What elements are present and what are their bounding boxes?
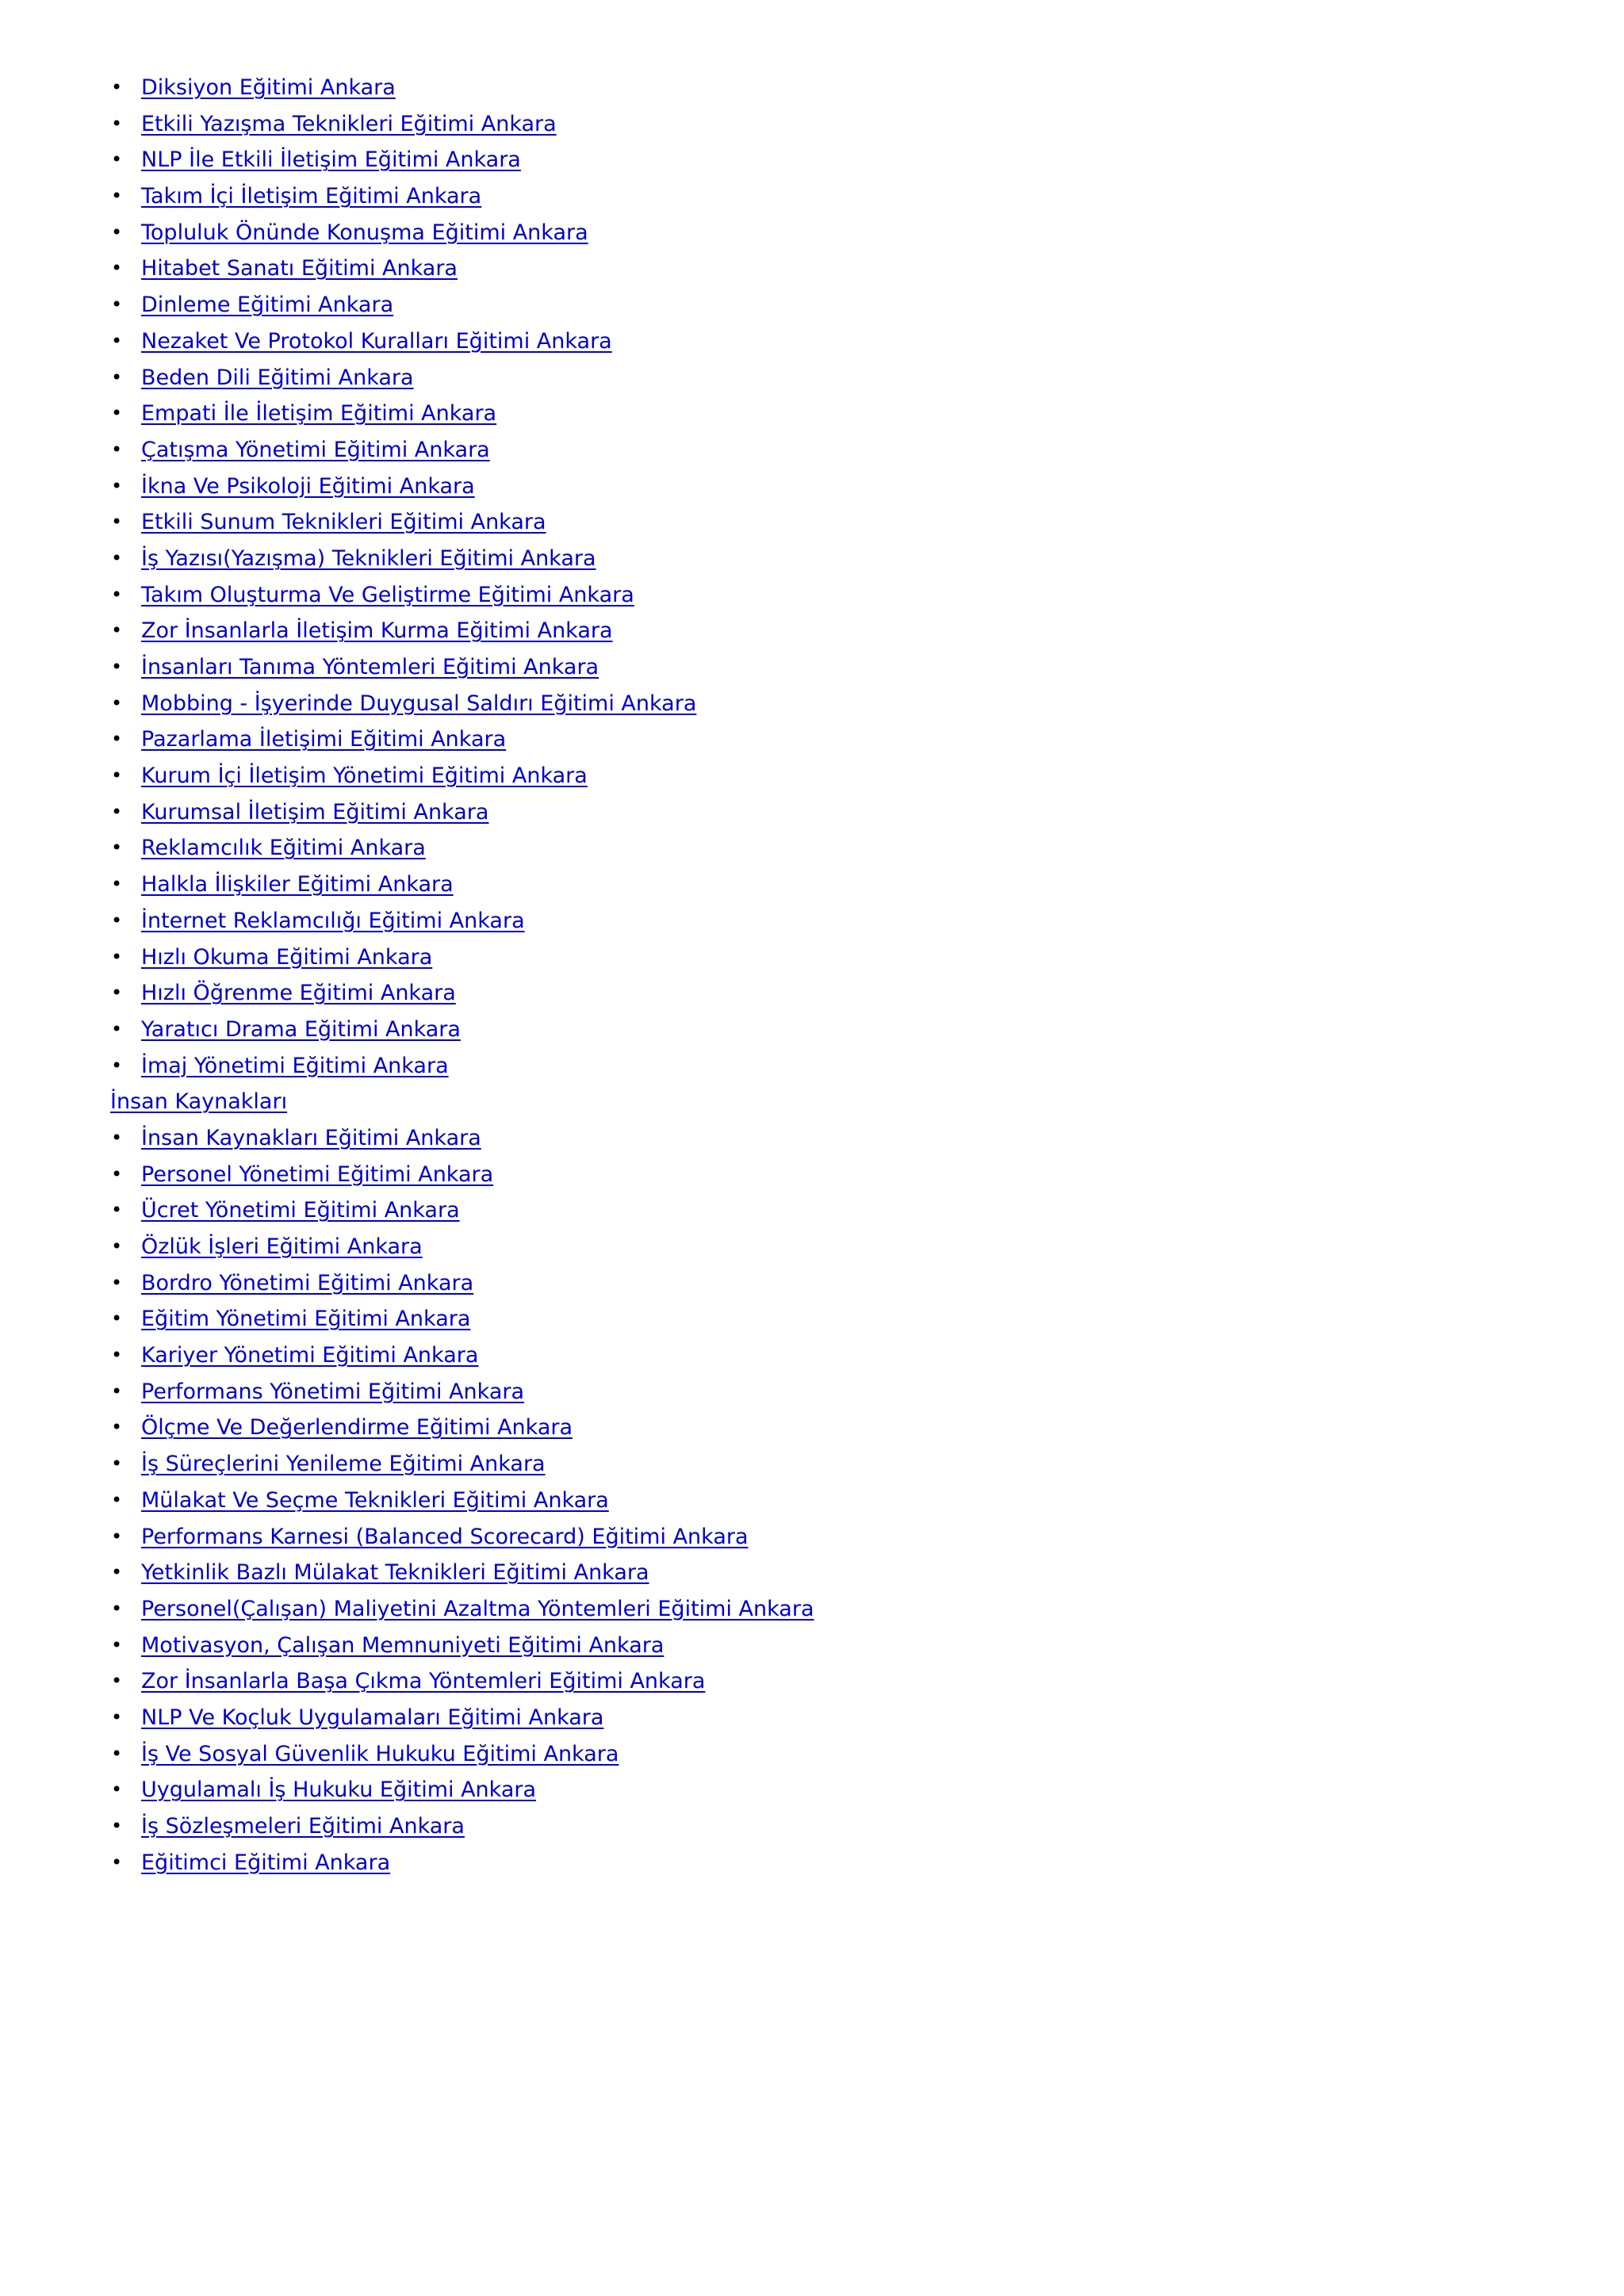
training-link[interactable]: Çatışma Yönetimi Eğitimi Ankara	[141, 437, 490, 462]
training-link[interactable]: Bordro Yönetimi Eğitimi Ankara	[141, 1270, 474, 1295]
bullet-icon: •	[111, 1307, 123, 1330]
training-link[interactable]: Ücret Yönetimi Eğitimi Ankara	[141, 1198, 460, 1223]
training-link[interactable]: İnternet Reklamcılığı Eğitimi Ankara	[141, 908, 525, 933]
bullet-icon: •	[111, 1452, 123, 1475]
list-item	[110, 1736, 1538, 1773]
training-link[interactable]: Eğitim Yönetimi Eğitimi Ankara	[141, 1307, 471, 1332]
list-item	[110, 1157, 1538, 1193]
bullet-icon: •	[111, 1670, 123, 1693]
training-link[interactable]: İnsan Kaynakları Eğitimi Ankara	[141, 1125, 481, 1150]
training-link[interactable]: Personel Yönetimi Eğitimi Ankara	[141, 1161, 494, 1187]
bullet-icon: •	[111, 402, 123, 425]
bullet-icon: •	[111, 1162, 123, 1185]
training-link[interactable]: İnsanları Tanıma Yöntemleri Eğitimi Ankara	[141, 655, 599, 679]
bullet-icon: •	[111, 1416, 123, 1439]
training-link[interactable]: Empati İle İletişim Eğitimi Ankara	[141, 401, 497, 427]
training-link[interactable]: NLP İle Etkili İletişim Eğitimi Ankara	[141, 147, 521, 173]
list-item	[110, 178, 1538, 215]
list-item	[110, 613, 1538, 649]
list-item	[110, 649, 1538, 686]
list-item	[110, 1845, 1538, 1881]
training-link[interactable]: Reklamcılık Eğitimi Ankara	[141, 836, 426, 861]
bullet-icon: •	[111, 329, 123, 352]
list-item	[110, 106, 1538, 143]
bullet-icon: •	[111, 1126, 123, 1149]
training-link[interactable]: Performans Karnesi (Balanced Scorecard) Eğitimi Ankara	[141, 1524, 749, 1549]
list-item	[110, 251, 1538, 287]
training-link[interactable]: NLP Ve Koçluk Uygulamaları Eğitimi Ankara	[141, 1705, 604, 1730]
training-link[interactable]: Zor İnsanlarla İletişim Kurma Eğitimi Ankara	[141, 618, 613, 644]
training-link[interactable]: Mülakat Ve Seçme Teknikleri Eğitimi Ankara	[141, 1487, 609, 1513]
list-item	[110, 794, 1538, 831]
training-link[interactable]: Hitabet Sanatı Eğitimi Ankara	[141, 256, 458, 281]
training-link[interactable]: Kurumsal İletişim Eğitimi Ankara	[141, 799, 489, 825]
bullet-icon: •	[111, 1017, 123, 1040]
list-item	[110, 1772, 1538, 1808]
list-item	[110, 1700, 1538, 1736]
list-item	[110, 541, 1538, 577]
list-item	[110, 1555, 1538, 1591]
training-link[interactable]: Yetkinlik Bazlı Mülakat Teknikleri Eğitimi Ankara	[141, 1560, 649, 1586]
list-item	[110, 1229, 1538, 1265]
list-item	[110, 215, 1538, 251]
list-item	[110, 432, 1538, 469]
bullet-icon: •	[111, 691, 123, 714]
bullet-icon: •	[111, 1633, 123, 1656]
list-item	[110, 1192, 1538, 1229]
bullet-icon: •	[111, 1235, 123, 1257]
list-item	[110, 287, 1538, 323]
training-link[interactable]: İmaj Yönetimi Eğitimi Ankara	[141, 1053, 449, 1078]
bullet-icon: •	[111, 800, 123, 823]
list-item	[110, 758, 1538, 794]
bullet-icon: •	[111, 293, 123, 316]
list-item	[110, 1483, 1538, 1519]
list-item	[110, 1265, 1538, 1302]
communication-training-list	[110, 70, 1538, 1084]
list-item	[110, 1301, 1538, 1337]
bullet-icon: •	[111, 76, 123, 98]
list-item	[110, 469, 1538, 505]
bullet-icon: •	[111, 945, 123, 968]
list-item	[110, 975, 1538, 1012]
training-link[interactable]: Zor İnsanlarla Başa Çıkma Yöntemleri Eğitimi Ankara	[141, 1669, 706, 1694]
training-link[interactable]: İş Yazısı(Yazışma) Teknikleri Eğitimi Ankara	[141, 545, 596, 571]
bullet-icon: •	[111, 1344, 123, 1367]
list-item	[110, 1410, 1538, 1446]
bullet-icon: •	[111, 1271, 123, 1294]
training-link[interactable]: Halkla İlişkiler Eğitimi Ankara	[141, 872, 454, 897]
bullet-icon: •	[111, 1199, 123, 1222]
hr-section-link[interactable]: İnsan Kaynakları	[110, 1089, 288, 1115]
training-link[interactable]: Mobbing - İşyerinde Duygusal Saldırı Eğitimi Ankara	[141, 691, 697, 716]
bullet-icon: •	[111, 185, 123, 208]
bullet-icon: •	[111, 546, 123, 569]
list-item	[110, 721, 1538, 758]
training-link[interactable]: İkna Ve Psikoloji Eğitimi Ankara	[141, 473, 475, 499]
bullet-icon: •	[111, 1742, 123, 1765]
bullet-icon: •	[111, 1525, 123, 1548]
list-item	[110, 396, 1538, 432]
bullet-icon: •	[111, 474, 123, 497]
bullet-icon: •	[111, 112, 123, 135]
training-link[interactable]: Nezaket Ve Protokol Kuralları Eğitimi Ankara	[141, 328, 612, 354]
training-link[interactable]: Kurum İçi İletişim Yönetimi Eğitimi Ankara	[141, 763, 588, 789]
bullet-icon: •	[111, 836, 123, 859]
bullet-icon: •	[111, 728, 123, 751]
training-link[interactable]: Ölçme Ve Değerlendirme Eğitimi Ankara	[141, 1415, 573, 1441]
section-heading-hr	[110, 1084, 1538, 1120]
list-item	[110, 1374, 1538, 1410]
list-item	[110, 70, 1538, 106]
bullet-icon: •	[111, 1380, 123, 1402]
bullet-icon: •	[111, 220, 123, 243]
training-link[interactable]: Takım İçi İletişim Eğitimi Ankara	[141, 184, 482, 209]
training-link[interactable]: Personel(Çalışan) Maliyetini Azaltma Yöntemleri Eğitimi Ankara	[141, 1596, 814, 1621]
list-item	[110, 1519, 1538, 1556]
bullet-icon: •	[111, 365, 123, 388]
list-item	[110, 1446, 1538, 1483]
training-link[interactable]: Etkili Yazışma Teknikleri Eğitimi Ankara	[141, 111, 557, 136]
bullet-icon: •	[111, 982, 123, 1004]
training-link[interactable]: Dinleme Eğitimi Ankara	[141, 293, 394, 318]
bullet-icon: •	[111, 1815, 123, 1837]
bullet-icon: •	[111, 764, 123, 787]
training-link[interactable]: Performans Yönetimi Eğitimi Ankara	[141, 1379, 525, 1404]
bullet-icon: •	[111, 1850, 123, 1873]
bullet-icon: •	[111, 583, 123, 606]
training-link[interactable]: İş Süreçlerini Yenileme Eğitimi Ankara	[141, 1452, 546, 1477]
bullet-icon: •	[111, 909, 123, 932]
training-link[interactable]: Takım Oluşturma Ve Geliştirme Eğitimi Ankara	[141, 582, 634, 607]
training-link[interactable]: İş Ve Sosyal Güvenlik Hukuku Eğitimi Ankara	[141, 1741, 619, 1766]
list-item	[110, 1591, 1538, 1628]
list-item	[110, 903, 1538, 939]
training-link[interactable]: Etkili Sunum Teknikleri Eğitimi Ankara	[141, 510, 546, 535]
list-item	[110, 360, 1538, 396]
training-link[interactable]: Topluluk Önünde Konuşma Eğitimi Ankara	[141, 220, 588, 245]
training-link[interactable]: Hızlı Okuma Eğitimi Ankara	[141, 944, 433, 970]
hr-training-list	[110, 1120, 1538, 1881]
training-link[interactable]: İş Sözleşmeleri Eğitimi Ankara	[141, 1814, 465, 1839]
bullet-icon: •	[111, 1597, 123, 1620]
list-item	[110, 504, 1538, 541]
list-item	[110, 1663, 1538, 1700]
bullet-icon: •	[111, 1488, 123, 1511]
training-link[interactable]: Diksiyon Eğitimi Ankara	[141, 75, 396, 100]
training-link[interactable]: Yaratıcı Drama Eğitimi Ankara	[141, 1016, 461, 1042]
training-link[interactable]: Özlük İşleri Eğitimi Ankara	[141, 1234, 423, 1259]
list-item	[110, 1012, 1538, 1048]
training-link[interactable]: Kariyer Yönetimi Eğitimi Ankara	[141, 1343, 479, 1368]
training-link[interactable]: Hızlı Öğrenme Eğitimi Ankara	[141, 981, 456, 1006]
bullet-icon: •	[111, 1705, 123, 1728]
bullet-icon: •	[111, 1561, 123, 1584]
bullet-icon: •	[111, 148, 123, 171]
bullet-icon: •	[111, 619, 123, 642]
training-link[interactable]: Motivasyon, Çalışan Memnuniyeti Eğitimi Ankara	[141, 1632, 665, 1658]
list-item	[110, 1120, 1538, 1157]
bullet-icon: •	[111, 1054, 123, 1077]
content-area	[110, 70, 1538, 1881]
training-link[interactable]: Eğitimci Eğitimi Ankara	[141, 1850, 391, 1875]
bullet-icon: •	[111, 257, 123, 280]
list-item	[110, 323, 1538, 360]
list-item	[110, 1628, 1538, 1664]
list-item	[110, 1337, 1538, 1374]
list-item	[110, 939, 1538, 976]
bullet-icon: •	[111, 1778, 123, 1801]
list-item	[110, 867, 1538, 903]
list-item	[110, 1048, 1538, 1085]
list-item	[110, 142, 1538, 178]
bullet-icon: •	[111, 656, 123, 678]
bullet-icon: •	[111, 511, 123, 534]
training-link[interactable]: Pazarlama İletişimi Eğitimi Ankara	[141, 727, 507, 752]
bullet-icon: •	[111, 438, 123, 461]
bullet-icon: •	[111, 873, 123, 896]
list-item	[110, 686, 1538, 722]
training-link[interactable]: Beden Dili Eğitimi Ankara	[141, 365, 414, 390]
list-item	[110, 577, 1538, 614]
list-item	[110, 1808, 1538, 1845]
list-item	[110, 830, 1538, 867]
training-link[interactable]: Uygulamalı İş Hukuku Eğitimi Ankara	[141, 1777, 537, 1803]
